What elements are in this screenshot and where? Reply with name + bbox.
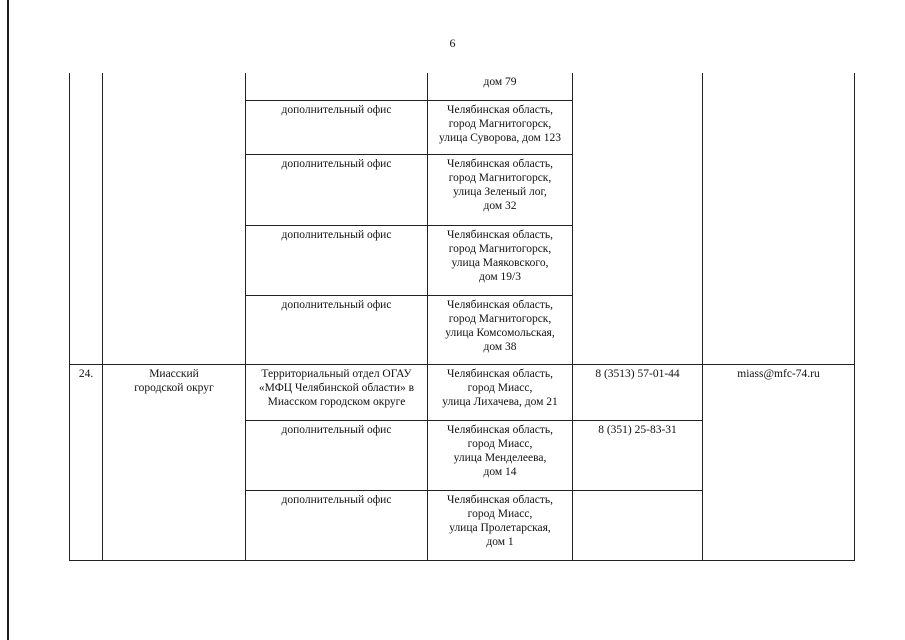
- cell-email: miass@mfc-74.ru: [703, 364, 855, 560]
- cell-email-continued: [703, 73, 855, 364]
- cell-address: Челябинская область, город Миасс, улица Пролетарская, дом 1: [428, 490, 573, 560]
- cell-office-type: дополнительный офис: [246, 154, 428, 225]
- cell-address: Челябинская область, город Магнитогорск, улица Маяковского, дом 19/3: [428, 225, 573, 295]
- cell-office-type: дополнительный офис: [246, 490, 428, 560]
- table-row-entry-24: [70, 364, 855, 420]
- cell-address: Челябинская область, город Миасс, улица Менделеева, дом 14: [428, 420, 573, 490]
- cell-phone: 8 (351) 25-83-31: [573, 420, 703, 490]
- cell-office-type: дополнительный офис: [246, 295, 428, 364]
- page-number: 6: [449, 36, 456, 50]
- cell-office-type: дополнительный офис: [246, 225, 428, 295]
- cell-address: Челябинская область, город Миасс, улица Лихачева, дом 21: [428, 364, 573, 420]
- cell-address: Челябинская область, город Магнитогорск, улица Зеленый лог, дом 32: [428, 154, 573, 225]
- offices-table: [69, 73, 855, 561]
- cell-district: Миасский городской округ: [103, 364, 246, 560]
- cell-district-continued: [103, 73, 246, 364]
- table-row-continuation: [70, 73, 855, 100]
- cell-address-continued: дом 79: [428, 73, 573, 100]
- cell-number-continued: [70, 73, 103, 364]
- cell-office-type: дополнительный офис: [246, 100, 428, 154]
- cell-phone: 8 (3513) 57-01-44: [573, 364, 703, 420]
- cell-address: Челябинская область, город Магнитогорск, улица Комсомольская, дом 38: [428, 295, 573, 364]
- cell-phone: [573, 490, 703, 560]
- cell-number: 24.: [70, 364, 103, 560]
- page-left-border: [7, 0, 9, 640]
- cell-office-type: дополнительный офис: [246, 420, 428, 490]
- cell-address: Челябинская область, город Магнитогорск, улица Суворова, дом 123: [428, 100, 573, 154]
- cell-phone-continued: [573, 73, 703, 364]
- cell-office-type-continued: [246, 73, 428, 100]
- cell-office-type: Территориальный отдел ОГАУ «МФЦ Челябинской области» в Миасском городском округе: [246, 364, 428, 420]
